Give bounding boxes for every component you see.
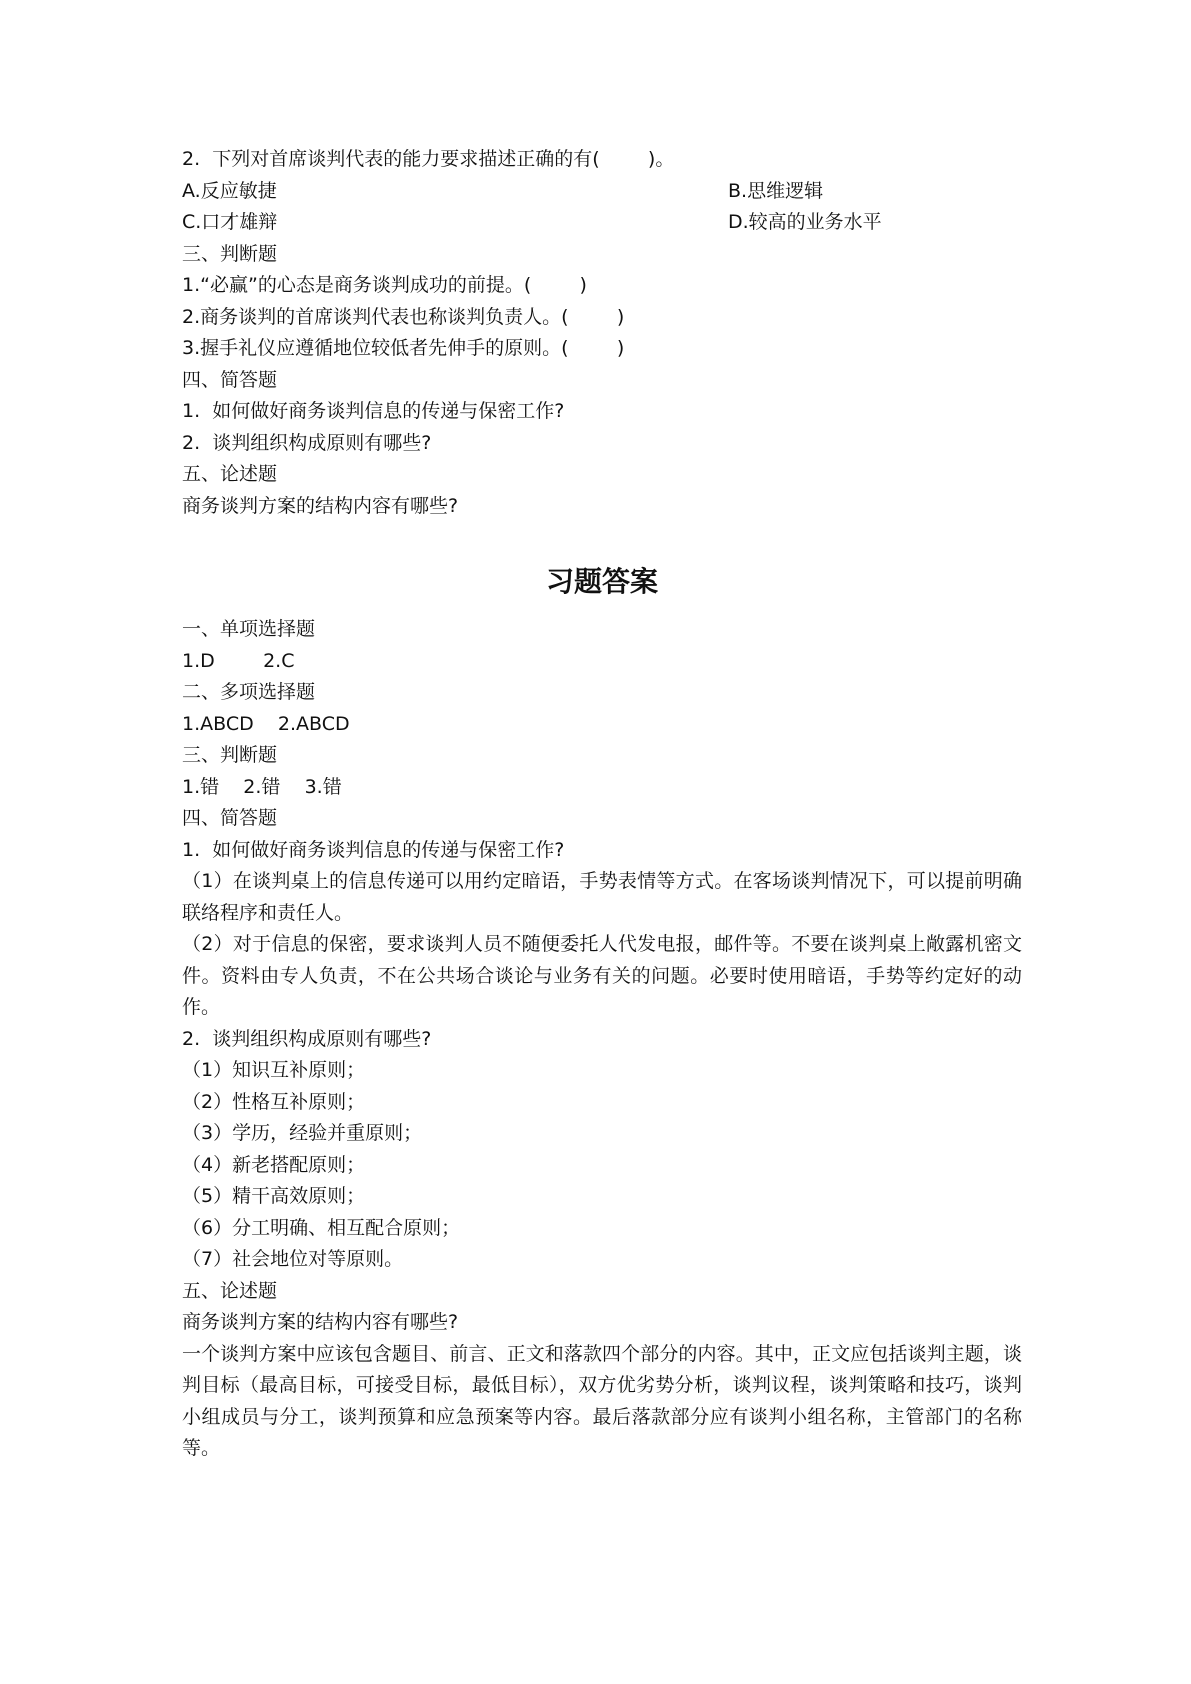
option-d: D.较高的业务水平 — [728, 211, 882, 233]
answers-multi: 1.ABCD 2.ABCD — [182, 712, 350, 735]
options-row-2 — [182, 207, 1022, 239]
principle-item: （5）精干高效原则； — [182, 1185, 366, 1207]
essay-question: 商务谈判方案的结构内容有哪些? — [182, 494, 459, 517]
principle-item: （1）知识互补原则； — [182, 1059, 366, 1081]
answers-heading-multi: 二、多项选择题 — [182, 681, 316, 703]
short-question-1: 1. 如何做好商务谈判信息的传递与保密工作? — [182, 400, 565, 422]
document-page — [182, 144, 1022, 1465]
answers-short-1-paragraph-1: （1）在谈判桌上的信息传递可以用约定暗语，手势表情等方式。在客场谈判情况下，可以提前明确联络程序和责任人。 — [182, 870, 1022, 924]
option-a: A.反应敏捷 — [182, 179, 277, 202]
short-question-2: 2. 谈判组织构成原则有哪些? — [182, 431, 432, 454]
question-multi-2: 2. 下列对首席谈判代表的能力要求描述正确的有( )。 — [182, 148, 675, 170]
principle-item: （3）学历，经验并重原则； — [182, 1122, 423, 1144]
section-heading-essay: 五、论述题 — [182, 463, 278, 485]
answers-heading-single: 一、单项选择题 — [182, 618, 316, 640]
answers-essay-question: 商务谈判方案的结构内容有哪些? — [182, 1311, 459, 1333]
answers-short-question-2: 2. 谈判组织构成原则有哪些? — [182, 1027, 432, 1050]
option-b: B.思维逻辑 — [728, 179, 824, 202]
answers-short-question-1: 1. 如何做好商务谈判信息的传递与保密工作? — [182, 838, 565, 861]
answers-heading-short: 四、简答题 — [182, 807, 278, 829]
option-c: C.口才雄辩 — [182, 211, 278, 233]
answers-short-1-paragraph-2: （2）对于信息的保密，要求谈判人员不随便委托人代发电报，邮件等。不要在谈判桌上敞露机密文件。资料由专人负责，不在公共场合谈论与业务有关的问题。必要时使用暗语，手势等约定好的动作。 — [182, 933, 1022, 1018]
answers-essay-paragraph: 一个谈判方案中应该包含题目、前言、正文和落款四个部分的内容。其中，正文应包括谈判主题，谈判目标（最高目标，可接受目标，最低目标），双方优劣势分析，谈判议程，谈判策略和技巧，谈判小组成员与分工，谈判预算和应急预案等内容。最后落款部分应有谈判小组名称，主管部门的名称等。 — [182, 1342, 1022, 1459]
answers-title: 习题答案 — [545, 565, 658, 598]
options-row-1 — [182, 176, 1022, 208]
answers-judge: 1.错 2.错 3.错 — [182, 775, 342, 798]
section-heading-judge: 三、判断题 — [182, 242, 278, 265]
judge-question-3: 3.握手礼仪应遵循地位较低者先伸手的原则。( ) — [182, 337, 625, 359]
principle-item: （2）性格互补原则； — [182, 1090, 366, 1113]
answers-heading-judge: 三、判断题 — [182, 744, 278, 766]
section-heading-short: 四、简答题 — [182, 368, 278, 391]
answers-single: 1.D 2.C — [182, 649, 295, 672]
judge-question-2: 2.商务谈判的首席谈判代表也称谈判负责人。( ) — [182, 305, 625, 328]
answers-heading-essay: 五、论述题 — [182, 1279, 278, 1302]
judge-question-1: 1.“必赢”的心态是商务谈判成功的前提。( ) — [182, 274, 587, 296]
principle-item: （6）分工明确、相互配合原则； — [182, 1216, 461, 1239]
principle-item: （7）社会地位对等原则。 — [182, 1248, 404, 1270]
principle-item: （4）新老搭配原则； — [182, 1153, 366, 1176]
